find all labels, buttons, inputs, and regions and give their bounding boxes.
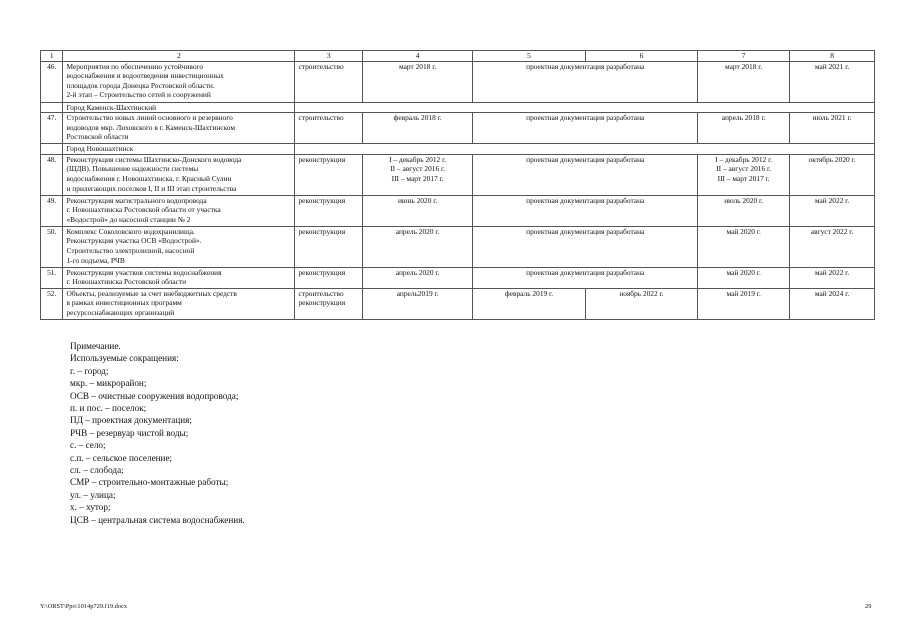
project-name [63, 154, 295, 195]
start-date [362, 61, 472, 102]
work-type [295, 288, 362, 319]
work-type [295, 226, 362, 267]
start-date [362, 154, 472, 195]
work-type [295, 267, 362, 288]
cell-line: май 2022 г. [814, 267, 850, 277]
works-end [790, 113, 875, 144]
header-cell: 7 [698, 51, 790, 62]
cell-line: в рамках инвестиционных программ [66, 298, 182, 308]
empty-cell [295, 144, 875, 155]
abbreviation-item: ЦСВ – центральная система водоснабжения. [70, 514, 245, 525]
cell-line: март 2018 г. [725, 61, 763, 71]
cell-line: г. Новошахтинска Ростовской области от участка [66, 205, 221, 215]
cell-line: апрель 2018 г. [721, 113, 766, 123]
abbreviation-item: СМР – строительно-монтажные работы; [70, 477, 229, 488]
cell-line: октябрь 2020 г. [808, 154, 856, 164]
project-name [63, 226, 295, 267]
table-row [41, 267, 875, 288]
design-status: проектная документация разработана [473, 113, 698, 144]
cell-line: строительство [298, 61, 344, 71]
table-row [41, 154, 875, 195]
notes-section [70, 340, 245, 526]
abbreviation-list [70, 365, 245, 526]
cell-line: г. Новошахтинска Ростовской области [66, 277, 187, 287]
cell-line: Реконструкция системы Шахтинско-Донского водовода [66, 154, 242, 164]
project-name [63, 267, 295, 288]
table-body [41, 51, 875, 320]
header-cell: 8 [790, 51, 875, 62]
start-date [362, 267, 472, 288]
row-number: 50. [41, 226, 63, 267]
header-cell: 3 [295, 51, 362, 62]
city-group-row [41, 144, 875, 155]
cell-line: апрель2019 г. [396, 288, 439, 298]
header-cell: 4 [362, 51, 472, 62]
works-end [790, 61, 875, 102]
cell-line: май 2022 г. [814, 195, 850, 205]
works-start [698, 195, 790, 226]
work-type [295, 154, 362, 195]
cell-line: III – март 2017 г. [717, 173, 770, 183]
start-date [362, 288, 472, 319]
project-name [63, 195, 295, 226]
start-date [362, 195, 472, 226]
table-header-row [41, 51, 875, 62]
works-end [790, 267, 875, 288]
city-name: Город Новошахтинск [63, 144, 295, 155]
cell-line: реконструкция [298, 226, 346, 236]
table-row [41, 195, 875, 226]
table-row [41, 113, 875, 144]
header-cell: 1 [41, 51, 63, 62]
cell-line: май 2020 г. [726, 226, 761, 236]
works-end [790, 288, 875, 319]
empty-cell [295, 102, 875, 113]
works-end [790, 154, 875, 195]
cell-line: май 2024 г. [814, 288, 850, 298]
notes-title: Примечание. [70, 341, 121, 351]
cell-line: май 2019 г. [726, 288, 761, 298]
cell-line: строительство [298, 113, 344, 123]
works-start [698, 113, 790, 144]
cell-line: I – декабрь 2012 г. [715, 154, 773, 164]
row-number: 52. [41, 288, 63, 319]
abbreviation-item: х. – хутор; [70, 502, 111, 513]
header-cell: 6 [585, 51, 697, 62]
empty-cell [41, 144, 63, 155]
cell-line: строительство [298, 288, 344, 298]
works-start [698, 267, 790, 288]
header-cell: 5 [473, 51, 585, 62]
works-end [790, 226, 875, 267]
table-row [41, 61, 875, 102]
cell-line: февраль 2018 г. [393, 113, 442, 123]
design-end [585, 288, 697, 319]
project-name [63, 61, 295, 102]
design-status: проектная документация разработана [473, 154, 698, 195]
design-start [473, 288, 585, 319]
row-number: 47. [41, 113, 63, 144]
works-start [698, 154, 790, 195]
design-status: проектная документация разработана [473, 226, 698, 267]
cell-line: Строительство новых линий основного и резервного [66, 113, 233, 123]
cell-line: I – декабрь 2012 г. [389, 154, 447, 164]
table-row [41, 288, 875, 319]
abbreviation-item: п. и пос. – поселок; [70, 403, 147, 414]
cell-line: реконструкция [298, 267, 346, 277]
work-type [295, 61, 362, 102]
cell-line: 1-го подъема, РЧВ [66, 255, 125, 265]
city-name: Город Каменск-Шахтинский [63, 102, 295, 113]
city-group-row [41, 102, 875, 113]
start-date [362, 113, 472, 144]
cell-line: реконструкция [298, 195, 346, 205]
works-start [698, 288, 790, 319]
cell-line: ресурсоснабжающих организаций [66, 307, 175, 317]
design-status: проектная документация разработана [473, 195, 698, 226]
cell-line: и прилегающих поселков I, II и III этап строительства [66, 183, 237, 193]
works-start [698, 226, 790, 267]
data-table [40, 50, 875, 320]
cell-line: площадок города Донецка Ростовской области. [66, 80, 215, 90]
project-name [63, 288, 295, 319]
cell-line: водоводов мкр. Лиховского в г. Каменск-Шахтинском [66, 122, 236, 132]
start-date [362, 226, 472, 267]
cell-line: (ШДВ). Повышение надежности системы [66, 164, 199, 174]
cell-line: апрель 2020 г. [395, 226, 440, 236]
row-number: 49. [41, 195, 63, 226]
cell-line: Ростовской области [66, 132, 129, 142]
works-end [790, 195, 875, 226]
cell-line: Реконструкция участка ОСВ «Водострой». [66, 236, 202, 246]
empty-cell [41, 102, 63, 113]
abbreviation-item: с.п. – сельское поселение; [70, 452, 173, 463]
works-start [698, 61, 790, 102]
cell-line: март 2018 г. [398, 61, 437, 71]
abbreviation-item: сл. – слобода; [70, 465, 124, 476]
cell-line: Строительство электролизной, насосной [66, 245, 195, 255]
footer-file-path: Y:\ORST\Ppo\1014p729.f19.docx [40, 603, 128, 610]
abbreviation-item: г. – город; [70, 365, 109, 376]
work-type [295, 195, 362, 226]
cell-line: февраль 2019 г. [504, 288, 554, 298]
header-cell: 2 [63, 51, 295, 62]
work-type [295, 113, 362, 144]
notes-subtitle: Используемые сокращения: [70, 353, 179, 364]
abbreviation-item: РЧВ – резервуар чистой воды; [70, 427, 189, 438]
row-number: 48. [41, 154, 63, 195]
abbreviation-item: ул. – улица; [70, 489, 116, 500]
row-number: 46. [41, 61, 63, 102]
cell-line: Реконструкция магистрального водопровода [66, 195, 207, 205]
cell-line: июнь 2020 г. [397, 195, 438, 205]
cell-line: август 2022 г. [810, 226, 854, 236]
cell-line: ноябрь 2022 г. [619, 288, 664, 298]
cell-line: реконструкция [298, 298, 346, 308]
cell-line: май 2020 г. [726, 267, 761, 277]
cell-line: июль 2020 г. [724, 195, 764, 205]
abbreviation-item: мкр. – микрорайон; [70, 378, 147, 389]
row-number: 51. [41, 267, 63, 288]
cell-line: водоснабжения и водоотведения инвестиционных [66, 71, 224, 81]
cell-line: Комплекс Соколовского водохранилища. [66, 226, 195, 236]
cell-line: июль 2021 г. [812, 113, 852, 123]
page-number: 29 [865, 603, 872, 610]
cell-line: II – август 2016 г. [716, 164, 772, 174]
cell-line: водоснабжения г. Новошахтинска, г. Красный Сулин [66, 173, 232, 183]
abbreviation-item: с. – село; [70, 440, 106, 451]
cell-line: Мероприятия по обеспечению устойчивого [66, 61, 204, 71]
table-row [41, 226, 875, 267]
design-status: проектная документация разработана [473, 61, 698, 102]
cell-line: «Водострой» до насосной станции № 2 [66, 214, 191, 224]
cell-line: 2-й этап – Строительство сетей и сооружений [66, 90, 211, 100]
project-name [63, 113, 295, 144]
cell-line: III – март 2017 г. [391, 173, 444, 183]
design-status: проектная документация разработана [473, 267, 698, 288]
cell-line: Объекты, реализуемые за счет внебюджетных средств [66, 288, 237, 298]
abbreviation-item: ПД – проектная документация; [70, 415, 192, 426]
cell-line: II – август 2016 г. [390, 164, 446, 174]
cell-line: реконструкция [298, 154, 346, 164]
cell-line: апрель 2020 г. [395, 267, 440, 277]
cell-line: май 2021 г. [814, 61, 850, 71]
cell-line: Реконструкция участков системы водоснабжения [66, 267, 222, 277]
abbreviation-item: ОСВ – очистные сооружения водопровода; [70, 390, 239, 401]
